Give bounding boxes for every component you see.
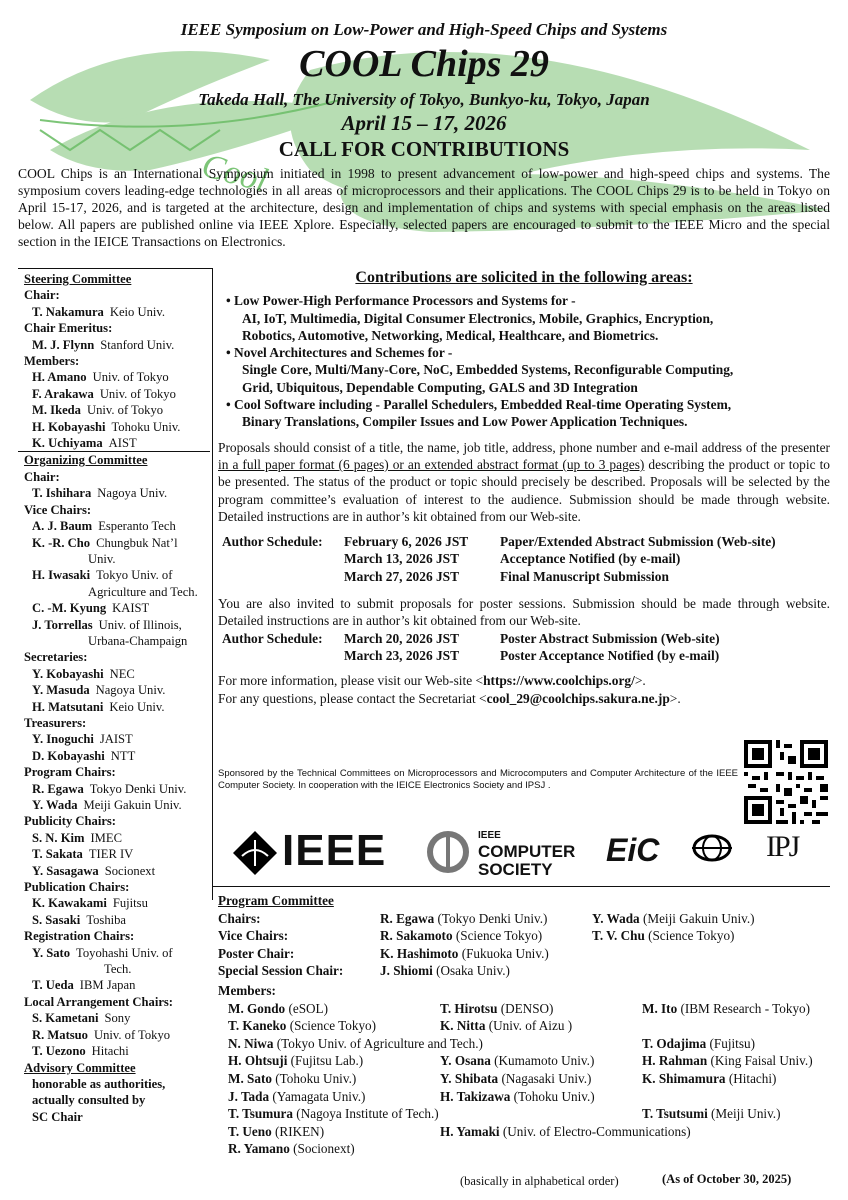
- member-affiliation: (RIKEN): [275, 1123, 325, 1139]
- member-row: [24, 369, 210, 385]
- area-topics: Binary Translations, Compiler Issues and Low Power Application Techniques.: [242, 414, 688, 430]
- member-name: H. Amano: [32, 370, 87, 385]
- member-affiliation: Hitachi: [91, 1044, 129, 1059]
- schedule-date: March 23, 2026 JST: [344, 647, 460, 663]
- ieice-es-icon: [690, 832, 734, 870]
- steering-committee-heading: Steering Committee: [24, 272, 132, 286]
- cs-logo-line: COMPUTER: [478, 842, 576, 861]
- svg-text:Cool: Cool: [197, 146, 272, 200]
- member-name: T. Ishihara: [32, 486, 92, 501]
- member-affiliation: Urbana-Champaign: [88, 633, 188, 648]
- cs-logo-small: IEEE: [478, 830, 501, 841]
- member-row: [24, 535, 210, 551]
- member-row: [24, 1010, 210, 1026]
- sponsor-note: Sponsored by the Technical Committees on Microprocessors and Microcomputers and Computer Architecture of the IEEE Computer Society. In cooperation with the IEICE Electronics Society and IPSJ .: [218, 768, 738, 791]
- pc-row: [218, 1035, 830, 1053]
- member-name: Y. Wada: [592, 910, 640, 926]
- member-row: [24, 485, 210, 501]
- role-label: Vice Chairs:: [24, 502, 92, 517]
- role-label: Chairs:: [218, 910, 261, 926]
- role-label: Secretaries:: [24, 650, 88, 665]
- pc-member: [642, 1070, 776, 1088]
- sponsor-logos: [228, 824, 828, 879]
- member-affiliation: Keio Univ.: [109, 304, 165, 319]
- member-affiliation: NEC: [109, 666, 135, 681]
- area-item: [218, 292, 830, 344]
- member-affiliation: (Science Tokyo): [455, 928, 543, 944]
- poster-paragraph: You are also invited to submit proposals for poster sessions. Submission should be made through website. Detailed instructions are in author’s kit obtained from our Web-site.: [218, 596, 830, 629]
- member-affiliation: (Meiji Gakuin Univ.): [642, 910, 755, 926]
- proposal-text: describing the product or topic to be presented. The status of the product or topic should precisely be described. Proposals will be selected by the program committee’s evaluation of interest to the audience. Submission should be made through website. Detailed instructions are in author’s kit obtained from our Web-site.: [218, 456, 830, 524]
- member-row: [24, 945, 210, 961]
- member-affiliation: (DENSO): [500, 1000, 554, 1016]
- pc-row: [218, 1017, 830, 1035]
- pc-row: [218, 1088, 830, 1106]
- area-item: [218, 344, 830, 396]
- pc-member: [228, 1052, 363, 1070]
- member-affiliation: Keio Univ.: [109, 699, 165, 714]
- member-row: [24, 797, 210, 813]
- member-row: [24, 699, 210, 715]
- areas-heading: Contributions are solicited in the following areas:: [355, 269, 693, 286]
- member-name: H. Takizawa: [440, 1088, 511, 1104]
- pc-row: [218, 1070, 830, 1088]
- pc-member: [228, 1070, 356, 1088]
- member-affiliation: (Tokyo Univ. of Agriculture and Tech.): [276, 1035, 483, 1051]
- member-affiliation: (Osaka Univ.): [436, 963, 510, 979]
- schedule-date: March 13, 2026 JST: [344, 551, 460, 567]
- member-name: N. Niwa: [228, 1035, 274, 1051]
- advisory-committee-heading: Advisory Committee: [24, 1060, 136, 1075]
- member-name: H. Rahman: [642, 1053, 708, 1069]
- role-label: Publication Chairs:: [24, 880, 130, 895]
- area-item: [218, 396, 830, 431]
- advisory-text: SC Chair: [32, 1109, 83, 1124]
- schedule-date: March 27, 2026 JST: [344, 568, 460, 584]
- pc-member: [380, 910, 547, 928]
- member-name: R. Sakamoto: [380, 928, 453, 944]
- role-label: Poster Chair:: [218, 945, 295, 961]
- member-row: [24, 846, 210, 862]
- member-name: H. Kobayashi: [32, 419, 106, 434]
- role-label: Registration Chairs:: [24, 929, 135, 944]
- member-affiliation: JAIST: [99, 732, 133, 747]
- member-name: T. Hirotsu: [440, 1000, 498, 1016]
- contact-email-link[interactable]: cool_29@coolchips.sakura.ne.jp: [486, 690, 670, 706]
- member-row: [24, 337, 210, 353]
- member-affiliation: Chungbuk Nat’l: [96, 535, 178, 550]
- pc-member: [592, 910, 755, 928]
- advisory-text: actually consulted by: [32, 1093, 146, 1108]
- area-head: • Cool Software including - Parallel Schedulers, Embedded Real-time Operating System,: [226, 397, 732, 413]
- member-affiliation: Sony: [104, 1011, 131, 1026]
- member-affiliation: (King Faisal Univ.): [710, 1053, 813, 1069]
- member-row: [24, 402, 210, 418]
- role-label: Publicity Chairs:: [24, 814, 117, 829]
- member-row: [24, 830, 210, 846]
- member-affiliation: (Socionext): [293, 1141, 355, 1157]
- member-name: H. Yamaki: [440, 1123, 500, 1139]
- member-row: [24, 682, 210, 698]
- member-name: R. Matsuo: [32, 1027, 88, 1042]
- member-affiliation: (Fukuoka Univ.): [461, 945, 549, 961]
- role-label: Chair Emeritus:: [24, 321, 113, 336]
- member-row: [24, 518, 210, 534]
- member-row: [24, 435, 210, 451]
- member-row: [24, 863, 210, 879]
- author-schedule: [218, 533, 830, 585]
- member-affiliation: (Hitachi): [728, 1070, 777, 1086]
- member-affiliation: (Tohoku Univ.): [513, 1088, 595, 1104]
- member-name: H. Iwasaki: [32, 568, 91, 583]
- pc-member: [228, 1035, 483, 1053]
- divider: [212, 886, 830, 887]
- member-name: M. Gondo: [228, 1000, 286, 1016]
- member-affiliation: AIST: [108, 436, 137, 451]
- member-affiliation: NTT: [110, 748, 136, 763]
- member-row: [24, 567, 210, 583]
- member-affiliation: Toyohashi Univ. of: [76, 945, 173, 960]
- committee-sidebar: [24, 271, 210, 1125]
- role-label: Special Session Chair:: [218, 963, 344, 979]
- member-name: R. Egawa: [380, 910, 435, 926]
- member-row: [24, 748, 210, 764]
- member-name: H. Matsutani: [32, 699, 104, 714]
- info-text: For more information, please visit our Web-site <: [218, 673, 484, 689]
- call-heading: CALL FOR CONTRIBUTIONS: [278, 137, 570, 161]
- member-affiliation: (Meiji Univ.): [711, 1106, 781, 1122]
- info-text: >.: [634, 673, 646, 689]
- pc-member: [642, 1105, 781, 1123]
- member-name: R. Yamano: [228, 1141, 290, 1157]
- member-affiliation: KAIST: [112, 601, 150, 616]
- pc-member: [642, 1052, 813, 1070]
- member-affiliation: (IBM Research - Tokyo): [680, 1000, 811, 1016]
- pc-row: [218, 1105, 830, 1123]
- event-dates: April 15 – 17, 2026: [341, 111, 507, 135]
- member-name: H. Ohtsuji: [228, 1053, 288, 1069]
- pc-member: [642, 1000, 810, 1018]
- member-name: Y. Inoguchi: [32, 732, 94, 747]
- main-column: [218, 269, 830, 707]
- pc-row: [218, 927, 830, 945]
- member-name: Y. Wada: [32, 798, 78, 812]
- member-name: K. -R. Cho: [32, 535, 91, 550]
- member-affiliation: (Science Tokyo): [648, 928, 735, 944]
- ieee-diamond-icon: [232, 830, 278, 876]
- contact-line: [218, 690, 830, 707]
- member-affiliation: Univ. of Illinois,: [98, 617, 182, 632]
- role-label: Vice Chairs:: [218, 928, 289, 944]
- eic-logo: EiC: [606, 832, 660, 868]
- proposal-format: in a full paper format (6 pages) or an extended abstract format (up to 3 pages): [218, 456, 645, 472]
- member-name: F. Arakawa: [32, 386, 94, 401]
- member-affiliation: (eSOL): [288, 1000, 329, 1016]
- member-affiliation: (Yamagata Univ.): [272, 1088, 366, 1104]
- area-topics: Robotics, Automotive, Networking, Medical, Healthcare, and Biometrics.: [242, 327, 659, 343]
- pc-member: [228, 1000, 328, 1018]
- schedule-date: March 20, 2026 JST: [344, 630, 460, 646]
- cs-logo-line: SOCIETY: [478, 860, 553, 879]
- member-affiliation: Tokyo Univ. of: [96, 568, 173, 583]
- member-name: S. Kametani: [32, 1011, 99, 1026]
- role-label: Members:: [218, 982, 276, 998]
- member-affiliation: TIER IV: [88, 847, 134, 862]
- pc-member: [228, 1017, 376, 1035]
- member-row: [24, 617, 210, 633]
- member-name: T. Uezono: [32, 1044, 86, 1059]
- ordering-note: (basically in alphabetical order): [460, 1174, 619, 1188]
- as-of-date: (As of October 30, 2025): [662, 1172, 792, 1186]
- schedule-label: Author Schedule:: [222, 630, 323, 646]
- member-affiliation: (Univ. of Electro-Communications): [502, 1123, 691, 1139]
- member-affiliation: Univ. of Tokyo: [92, 370, 169, 385]
- pc-row: [218, 1123, 830, 1141]
- member-name: S. N. Kim: [32, 830, 85, 845]
- member-affiliation: IMEC: [90, 830, 122, 845]
- member-affiliation: Agriculture and Tech.: [88, 584, 198, 599]
- pc-member: [440, 1123, 691, 1141]
- pc-row: [218, 910, 830, 928]
- intro-paragraph: COOL Chips is an International Symposium initiated in 1998 to present advancement of low-power and high-speed chips and systems. The symposium covers leading-edge technologies in all areas of microprocessors and their applications. The COOL Chips 29 is to be held in Tokyo on April 15-17, 2026, and is targeted at the architecture, design and implementation of chips and systems with special emphasis on the areas listed below. All papers are published online via IEEE Xplore. Especially, selected papers are encouraged to submit to the IEEE Micro and the special section in the IEICE Transactions on Electronics.: [18, 166, 830, 249]
- schedule-event: Paper/Extended Abstract Submission (Web-site): [500, 534, 776, 550]
- area-head: • Low Power-High Performance Processors and Systems for -: [226, 293, 576, 309]
- schedule-label: Author Schedule:: [222, 534, 323, 550]
- area-topics: Grid, Ubiquitous, Dependable Computing, GALS and 3D Integration: [242, 379, 638, 395]
- pc-member: [380, 927, 542, 945]
- member-name: M. Sato: [228, 1070, 272, 1086]
- poster-schedule: [218, 630, 830, 665]
- proposal-text: Proposals should consist of a title, the name, job title, address, phone number and e-mail address of the presenter: [218, 439, 830, 455]
- member-affiliation: (Nagoya Institute of Tech.): [296, 1106, 439, 1122]
- schedule-event: Acceptance Notified (by e-mail): [500, 551, 681, 567]
- member-affiliation: Meiji Gakuin Univ.: [83, 798, 182, 812]
- member-name: Y. Sato: [32, 945, 71, 960]
- pc-row: [218, 1140, 830, 1158]
- pc-row: [218, 962, 830, 980]
- pc-member: [440, 1017, 572, 1035]
- organizing-committee-heading: Organizing Committee: [18, 451, 210, 468]
- program-committee: [218, 892, 830, 1158]
- qr-code[interactable]: [744, 740, 828, 824]
- advisory-text: honorable as authorities,: [32, 1076, 166, 1091]
- member-name: M. Ikeda: [32, 403, 81, 418]
- ieee-logo-text: IEEE: [282, 826, 387, 875]
- pc-row: [218, 1052, 830, 1070]
- pc-row: [218, 945, 830, 963]
- member-name: T. Sakata: [32, 847, 83, 862]
- area-topics: AI, IoT, Multimedia, Digital Consumer Electronics, Mobile, Graphics, Encryption,: [242, 310, 714, 326]
- member-affiliation: (Science Tokyo): [289, 1018, 377, 1034]
- member-affiliation: (Univ. of Aizu ): [488, 1018, 573, 1034]
- member-affiliation: (Tohoku Univ.): [275, 1070, 357, 1086]
- computer-society-logo: [478, 828, 575, 879]
- pc-member: [380, 945, 549, 963]
- member-affiliation: Socionext: [104, 863, 156, 878]
- member-row: [24, 666, 210, 682]
- member-affiliation: Univ. of Tokyo: [99, 386, 176, 401]
- page-title: COOL Chips 29: [299, 43, 549, 85]
- area-topics: Single Core, Multi/Many-Core, NoC, Embedded Systems, Reconfigurable Computing,: [242, 362, 734, 378]
- member-affiliation: (Fujitsu Lab.): [290, 1053, 364, 1069]
- schedule-date: February 6, 2026 JST: [344, 534, 469, 550]
- divider: [18, 268, 212, 269]
- member-row: [24, 1043, 210, 1059]
- pc-member: [440, 1070, 591, 1088]
- member-name: T. Kaneko: [228, 1018, 287, 1034]
- member-affiliation: (Nagasaki Univ.): [501, 1070, 592, 1086]
- member-name: T. Odajima: [642, 1035, 707, 1051]
- pc-member: [440, 1052, 594, 1070]
- member-name: M. Ito: [642, 1000, 678, 1016]
- member-affiliation: Nagoya Univ.: [95, 683, 166, 698]
- member-name: T. Tsumura: [228, 1106, 293, 1122]
- pc-member: [228, 1140, 355, 1158]
- member-name: Y. Kobayashi: [32, 666, 104, 681]
- member-name: K. Shimamura: [642, 1070, 726, 1086]
- role-label: Local Arrangement Chairs:: [24, 994, 174, 1009]
- member-affiliation: Nagoya Univ.: [97, 486, 168, 501]
- member-name: Y. Shibata: [440, 1070, 499, 1086]
- member-affiliation: Esperanto Tech: [98, 519, 176, 534]
- role-label: Chair:: [24, 288, 60, 303]
- member-affiliation: (Fujitsu): [709, 1035, 755, 1051]
- member-name: Y. Masuda: [32, 683, 90, 698]
- member-name: T. Nakamura: [32, 304, 104, 319]
- member-row: [24, 304, 210, 320]
- pc-member: [440, 1088, 595, 1106]
- pc-member: [228, 1088, 365, 1106]
- member-row: [24, 600, 210, 616]
- member-affiliation: Fujitsu: [112, 896, 148, 911]
- pc-row: [218, 1000, 830, 1018]
- role-label: Chair:: [24, 469, 60, 484]
- member-name: K. Hashimoto: [380, 945, 459, 961]
- column-divider: [212, 268, 213, 900]
- member-row: [24, 1027, 210, 1043]
- schedule-event: Final Manuscript Submission: [500, 568, 669, 584]
- member-name: K. Uchiyama: [32, 436, 103, 451]
- venue: Takeda Hall, The University of Tokyo, Bunkyo-ku, Tokyo, Japan: [198, 90, 650, 109]
- member-name: S. Sasaki: [32, 912, 81, 927]
- member-affiliation: (Tokyo Denki Univ.): [437, 910, 548, 926]
- contact-text: For any questions, please contact the Secretariat <: [218, 690, 487, 706]
- member-name: T. Ueda: [32, 978, 74, 993]
- member-name: T. V. Chu: [592, 928, 645, 944]
- member-affiliation: Tokyo Denki Univ.: [89, 781, 187, 796]
- computer-society-icon: [426, 830, 470, 874]
- member-affiliation: Toshiba: [86, 912, 127, 927]
- role-label: Members:: [24, 354, 80, 369]
- member-affiliation: Tech.: [104, 962, 132, 977]
- member-name: J. Torrellas: [32, 617, 93, 632]
- member-name: K. Nitta: [440, 1018, 486, 1034]
- pc-member: [440, 1000, 553, 1018]
- member-name: R. Egawa: [32, 781, 84, 796]
- member-affiliation: Univ. of Tokyo: [93, 1027, 171, 1042]
- member-row: [24, 419, 210, 435]
- member-row: [24, 386, 210, 402]
- member-affiliation: IBM Japan: [79, 978, 136, 993]
- ipsj-logo: IPJ: [766, 830, 799, 863]
- pc-member: [642, 1035, 755, 1053]
- member-name: J. Shiomi: [380, 963, 433, 979]
- member-name: Y. Sasagawa: [32, 863, 99, 878]
- schedule-event: Poster Abstract Submission (Web-site): [500, 630, 720, 646]
- member-row: [24, 912, 210, 928]
- member-name: M. J. Flynn: [32, 337, 95, 352]
- program-committee-heading: Program Committee: [218, 893, 334, 908]
- schedule-event: Poster Acceptance Notified (by e-mail): [500, 647, 720, 663]
- info-line: [218, 672, 830, 689]
- member-row: [24, 895, 210, 911]
- pc-member: [228, 1105, 439, 1123]
- member-name: D. Kobayashi: [32, 748, 105, 763]
- role-label: Treasurers:: [24, 715, 87, 730]
- area-head: • Novel Architectures and Schemes for -: [226, 345, 453, 361]
- member-name: Y. Osana: [440, 1053, 491, 1069]
- member-affiliation: Univ.: [88, 551, 116, 566]
- pc-member: [592, 927, 734, 945]
- member-affiliation: (Kumamoto Univ.): [494, 1053, 595, 1069]
- member-affiliation: Tohoku Univ.: [111, 419, 181, 434]
- member-name: T. Ueno: [228, 1123, 272, 1139]
- member-row: [24, 731, 210, 747]
- proposal-paragraph: [218, 439, 830, 525]
- symposium-subtitle: IEEE Symposium on Low-Power and High-Speed Chips and Systems: [180, 20, 668, 39]
- member-name: A. J. Baum: [32, 519, 93, 534]
- member-name: K. Kawakami: [32, 896, 107, 911]
- website-link[interactable]: https://www.coolchips.org/: [483, 673, 635, 689]
- member-name: T. Tsutsumi: [642, 1106, 708, 1122]
- member-name: J. Tada: [228, 1088, 270, 1104]
- member-name: C. -M. Kyung: [32, 601, 107, 616]
- member-affiliation: Univ. of Tokyo: [86, 403, 164, 418]
- member-row: [24, 977, 210, 993]
- pc-member: [228, 1123, 324, 1141]
- contact-text: >.: [669, 690, 681, 706]
- pc-member: [380, 962, 510, 980]
- member-affiliation: Stanford Univ.: [100, 337, 175, 352]
- role-label: Program Chairs:: [24, 765, 116, 780]
- member-row: [24, 781, 210, 797]
